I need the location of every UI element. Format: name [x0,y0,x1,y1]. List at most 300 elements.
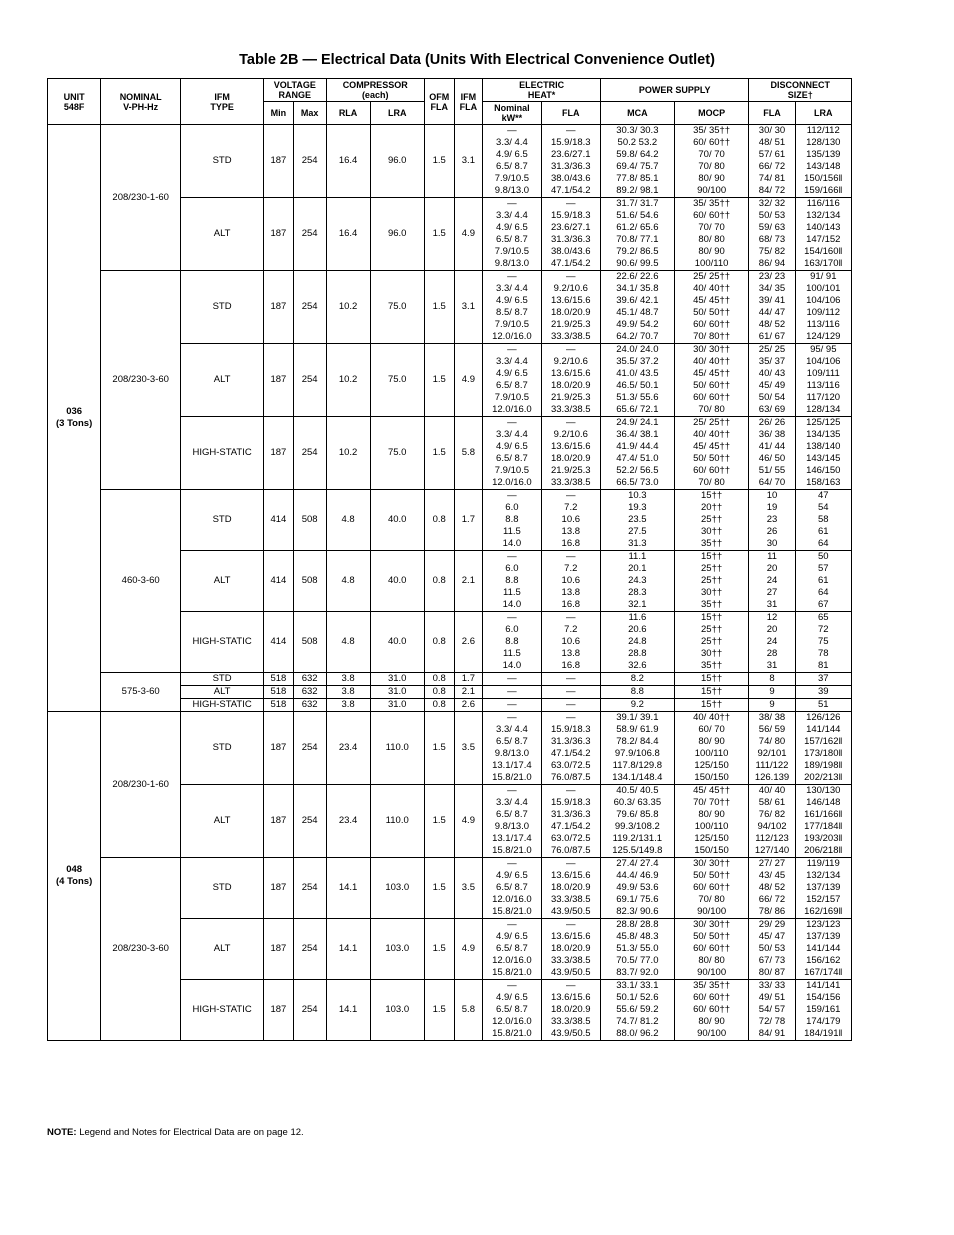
table-row [48,673,852,686]
header-power-supply: POWER SUPPLY [600,79,748,102]
nominal-voltage-cell: 208/230-3-60 [101,858,181,1041]
compressor-rla-cell: 23.4 [326,785,370,858]
voltage-max-cell: 508 [293,551,326,612]
unit-cell [48,712,101,1041]
heat-fla-cell: 33.3/38.5 [541,955,600,967]
voltage-max-cell: 254 [293,417,326,490]
heat-fla-cell: 33.3/38.5 [541,404,600,417]
disconnect-lra-cell: 138/140 [795,441,851,453]
nominal-voltage-cell: 208/230-1-60 [101,712,181,858]
disconnect-lra-cell: 147/152 [795,234,851,246]
disconnect-fla-cell: 24 [749,575,795,587]
mocp-cell: 80/ 90 [674,736,749,748]
disconnect-fla-cell: 26/ 26 [749,417,795,430]
disconnect-lra-cell: 177/184ǁ [795,821,851,833]
disconnect-fla-cell: 84/ 91 [749,1028,795,1041]
heat-kw-cell: 4.9/ 6.5 [483,368,541,380]
mocp-cell: 80/ 90 [674,1016,749,1028]
mocp-cell: 90/100 [674,906,749,919]
disconnect-lra-cell: 95/ 95 [795,344,851,357]
mca-cell: 125.5/149.8 [600,845,674,858]
disconnect-fla-cell: 54/ 57 [749,1004,795,1016]
voltage-max-cell: 254 [293,271,326,344]
heat-kw-cell: 11.5 [483,648,541,660]
compressor-lra-cell: 75.0 [370,417,424,490]
ifm-type-cell: HIGH-STATIC [181,980,264,1041]
mocp-cell: 60/ 60†† [674,943,749,955]
mca-cell: 49.9/ 53.6 [600,882,674,894]
heat-fla-cell: 13.8 [541,648,600,660]
heat-kw-cell: 7.9/10.5 [483,173,541,185]
table-title: Table 2B — Electrical Data (Units With Electrical Convenience Outlet) [239,52,715,68]
header-rla: RLA [326,102,370,125]
mca-cell: 82.3/ 90.6 [600,906,674,919]
disconnect-lra-cell: 91/ 91 [795,271,851,284]
heat-kw-cell: — [483,551,541,564]
disconnect-lra-cell: 64 [795,538,851,551]
compressor-rla-cell: 4.8 [326,612,370,673]
mca-cell: 11.1 [600,551,674,564]
heat-kw-cell: 6.5/ 8.7 [483,736,541,748]
ofm-fla-cell: 1.5 [424,198,454,271]
disconnect-lra-cell: 109/112 [795,307,851,319]
mca-cell: 20.6 [600,624,674,636]
mca-cell: 46.5/ 50.1 [600,380,674,392]
heat-fla-cell: 18.0/20.9 [541,380,600,392]
heat-fla-cell: 7.2 [541,624,600,636]
compressor-lra-cell: 110.0 [370,712,424,785]
ofm-fla-cell: 1.5 [424,919,454,980]
unit-tons: (4 Tons) [56,876,93,887]
disconnect-lra-cell: 158/163 [795,477,851,490]
disconnect-lra-cell: 124/129 [795,331,851,344]
mocp-cell: 25†† [674,636,749,648]
voltage-min-cell: 187 [264,271,294,344]
heat-fla-cell: — [541,785,600,798]
ofm-fla-cell: 1.5 [424,785,454,858]
header-disconnect-lra: LRA [795,102,851,125]
mca-cell: 64.2/ 70.7 [600,331,674,344]
heat-kw-cell: 8.5/ 8.7 [483,307,541,319]
disconnect-fla-cell: 27/ 27 [749,858,795,871]
disconnect-lra-cell: 134/135 [795,429,851,441]
voltage-max-cell: 254 [293,712,326,785]
mca-cell: 51.3/ 55.0 [600,943,674,955]
heat-kw-cell: 6.5/ 8.7 [483,234,541,246]
disconnect-lra-cell: 137/139 [795,882,851,894]
heat-kw-cell: 12.0/16.0 [483,1016,541,1028]
ifm-fla-cell: 3.1 [454,271,483,344]
heat-fla-cell: 18.0/20.9 [541,453,600,465]
mocp-cell: 25†† [674,514,749,526]
compressor-lra-cell: 40.0 [370,551,424,612]
disconnect-lra-cell: 104/106 [795,356,851,368]
disconnect-fla-cell: 20 [749,563,795,575]
disconnect-fla-cell: 30 [749,538,795,551]
heat-fla-cell: 15.9/18.3 [541,797,600,809]
heat-fla-cell: 31.3/36.3 [541,161,600,173]
heat-kw-cell: 4.9/ 6.5 [483,295,541,307]
mca-cell: 8.8 [600,686,674,699]
disconnect-fla-cell: 76/ 82 [749,809,795,821]
heat-fla-cell: 76.0/87.5 [541,845,600,858]
compressor-lra-cell: 40.0 [370,490,424,551]
mca-cell: 44.4/ 46.9 [600,870,674,882]
ifm-fla-cell: 2.6 [454,699,483,712]
voltage-min-cell: 187 [264,344,294,417]
mca-cell: 32.6 [600,660,674,673]
heat-fla-cell: — [541,919,600,932]
ifm-fla-cell: 3.1 [454,125,483,198]
disconnect-fla-cell: 64/ 70 [749,477,795,490]
mocp-cell: 70/ 80 [674,894,749,906]
heat-kw-cell: 7.9/10.5 [483,392,541,404]
voltage-min-cell: 518 [264,686,294,699]
heat-fla-cell: 7.2 [541,502,600,514]
disconnect-fla-cell: 50/ 54 [749,392,795,404]
disconnect-lra-cell: 51 [795,699,851,712]
heat-fla-cell: — [541,980,600,993]
mca-cell: 30.3/ 30.3 [600,125,674,138]
disconnect-fla-cell: 50/ 53 [749,943,795,955]
mca-cell: 55.6/ 59.2 [600,1004,674,1016]
heat-kw-cell: — [483,686,541,699]
disconnect-fla-cell: 50/ 53 [749,210,795,222]
voltage-min-cell: 187 [264,125,294,198]
ifm-fla-cell: 1.7 [454,673,483,686]
mocp-cell: 30†† [674,648,749,660]
compressor-rla-cell: 14.1 [326,919,370,980]
disconnect-fla-cell: 78/ 86 [749,906,795,919]
heat-kw-cell: 6.5/ 8.7 [483,1004,541,1016]
disconnect-lra-cell: 116/116 [795,198,851,211]
disconnect-lra-cell: 58 [795,514,851,526]
mca-cell: 47.4/ 51.0 [600,453,674,465]
ofm-fla-cell: 1.5 [424,417,454,490]
voltage-max-cell: 508 [293,612,326,673]
ofm-fla-cell: 1.5 [424,271,454,344]
mocp-cell: 40/ 40†† [674,429,749,441]
disconnect-fla-cell: 45/ 47 [749,931,795,943]
heat-fla-cell: — [541,858,600,871]
ofm-fla-cell: 1.5 [424,344,454,417]
heat-kw-cell: 3.3/ 4.4 [483,210,541,222]
heat-kw-cell: 6.5/ 8.7 [483,809,541,821]
mca-cell: 23.5 [600,514,674,526]
compressor-lra-cell: 75.0 [370,271,424,344]
compressor-rla-cell: 10.2 [326,271,370,344]
heat-kw-cell: 3.3/ 4.4 [483,137,541,149]
ofm-fla-cell: 0.8 [424,699,454,712]
mocp-cell: 60/ 70 [674,724,749,736]
heat-fla-cell: 21.9/25.3 [541,465,600,477]
voltage-min-cell: 187 [264,858,294,919]
heat-fla-cell: — [541,417,600,430]
disconnect-lra-cell: 152/157 [795,894,851,906]
heat-kw-cell: 8.8 [483,514,541,526]
mocp-cell: 70/ 80 [674,161,749,173]
ifm-type-cell: ALT [181,551,264,612]
voltage-min-cell: 187 [264,712,294,785]
header-unit: UNIT 548F [48,79,101,125]
disconnect-fla-cell: 29/ 29 [749,919,795,932]
heat-kw-cell: — [483,344,541,357]
disconnect-fla-cell: 51/ 55 [749,465,795,477]
nominal-voltage-cell: 208/230-1-60 [101,125,181,271]
heat-kw-cell: 3.3/ 4.4 [483,283,541,295]
heat-fla-cell: 9.2/10.6 [541,356,600,368]
mca-cell: 41.0/ 43.5 [600,368,674,380]
disconnect-lra-cell: 143/145 [795,453,851,465]
disconnect-fla-cell: 75/ 82 [749,246,795,258]
mca-cell: 27.4/ 27.4 [600,858,674,871]
mca-cell: 51.6/ 54.6 [600,210,674,222]
disconnect-fla-cell: 48/ 52 [749,319,795,331]
mocp-cell: 35/ 35†† [674,125,749,138]
disconnect-lra-cell: 193/203ǁ [795,833,851,845]
heat-fla-cell: 31.3/36.3 [541,234,600,246]
heat-kw-cell: 7.9/10.5 [483,465,541,477]
heat-kw-cell: 14.0 [483,660,541,673]
compressor-rla-cell: 14.1 [326,858,370,919]
disconnect-fla-cell: 19 [749,502,795,514]
heat-fla-cell: 13.6/15.6 [541,368,600,380]
disconnect-fla-cell: 86/ 94 [749,258,795,271]
mocp-cell: 60/ 60†† [674,392,749,404]
heat-kw-cell: 4.9/ 6.5 [483,441,541,453]
heat-kw-cell: 8.8 [483,636,541,648]
disconnect-fla-cell: 11 [749,551,795,564]
disconnect-fla-cell: 66/ 72 [749,161,795,173]
disconnect-lra-cell: 119/119 [795,858,851,871]
mca-cell: 35.5/ 37.2 [600,356,674,368]
disconnect-lra-cell: 189/198ǁ [795,760,851,772]
disconnect-fla-cell: 41/ 44 [749,441,795,453]
disconnect-lra-cell: 141/144 [795,724,851,736]
mca-cell: 45.8/ 48.3 [600,931,674,943]
mocp-cell: 35/ 35†† [674,198,749,211]
mocp-cell: 50/ 60†† [674,380,749,392]
disconnect-lra-cell: 184/191ǁ [795,1028,851,1041]
disconnect-fla-cell: 127/140 [749,845,795,858]
mocp-cell: 45/ 45†† [674,441,749,453]
mca-cell: 97.9/106.8 [600,748,674,760]
mca-cell: 70.8/ 77.1 [600,234,674,246]
unit-model: 036 [66,406,83,417]
heat-kw-cell: — [483,271,541,284]
disconnect-lra-cell: 140/143 [795,222,851,234]
heat-kw-cell: 15.8/21.0 [483,967,541,980]
voltage-min-cell: 187 [264,919,294,980]
heat-kw-cell: — [483,417,541,430]
heat-kw-cell: — [483,712,541,725]
heat-fla-cell: — [541,673,600,686]
heat-fla-cell: — [541,686,600,699]
heat-fla-cell: 33.3/38.5 [541,477,600,490]
mocp-cell: 35†† [674,538,749,551]
heat-fla-cell: — [541,271,600,284]
disconnect-lra-cell: 125/125 [795,417,851,430]
mca-cell: 58.9/ 61.9 [600,724,674,736]
mocp-cell: 90/100 [674,967,749,980]
mca-cell: 134.1/148.4 [600,772,674,785]
disconnect-fla-cell: 43/ 45 [749,870,795,882]
heat-fla-cell: — [541,125,600,138]
mocp-cell: 70/ 80 [674,477,749,490]
disconnect-fla-cell: 56/ 59 [749,724,795,736]
heat-kw-cell: — [483,785,541,798]
voltage-min-cell: 187 [264,785,294,858]
header-disconnect-fla: FLA [749,102,795,125]
heat-kw-cell: — [483,858,541,871]
disconnect-lra-cell: 159/161 [795,1004,851,1016]
disconnect-fla-cell: 9 [749,686,795,699]
mocp-cell: 50/ 50†† [674,307,749,319]
disconnect-lra-cell: 167/174ǁ [795,967,851,980]
heat-kw-cell: — [483,125,541,138]
ofm-fla-cell: 0.8 [424,612,454,673]
mca-cell: 79.2/ 86.5 [600,246,674,258]
voltage-max-cell: 254 [293,344,326,417]
mocp-cell: 80/ 80 [674,234,749,246]
disconnect-fla-cell: 23/ 23 [749,271,795,284]
disconnect-lra-cell: 128/134 [795,404,851,417]
heat-kw-cell: — [483,919,541,932]
mocp-cell: 30/ 30†† [674,858,749,871]
heat-fla-cell: 13.6/15.6 [541,295,600,307]
mca-cell: 28.8 [600,648,674,660]
heat-fla-cell: 43.9/50.5 [541,967,600,980]
heat-fla-cell: 47.1/54.2 [541,748,600,760]
heat-fla-cell: 16.8 [541,538,600,551]
disconnect-lra-cell: 174/179 [795,1016,851,1028]
disconnect-fla-cell: 30/ 30 [749,125,795,138]
disconnect-fla-cell: 84/ 72 [749,185,795,198]
mca-cell: 74.7/ 81.2 [600,1016,674,1028]
ifm-type-cell: HIGH-STATIC [181,417,264,490]
disconnect-lra-cell: 65 [795,612,851,625]
table-row [48,271,852,284]
mocp-cell: 50/ 50†† [674,453,749,465]
header-nominal-kw: Nominal kW** [483,102,541,125]
ifm-type-cell: STD [181,125,264,198]
disconnect-lra-cell: 202/213ǁ [795,772,851,785]
ifm-type-cell: HIGH-STATIC [181,612,264,673]
heat-fla-cell: 13.6/15.6 [541,870,600,882]
heat-kw-cell: 7.9/10.5 [483,246,541,258]
heat-kw-cell: — [483,490,541,503]
heat-kw-cell: 12.0/16.0 [483,955,541,967]
mocp-cell: 70/ 70 [674,222,749,234]
voltage-min-cell: 187 [264,417,294,490]
disconnect-lra-cell: 117/120 [795,392,851,404]
heat-kw-cell: 9.8/13.0 [483,821,541,833]
disconnect-fla-cell: 38/ 38 [749,712,795,725]
mca-cell: 36.4/ 38.1 [600,429,674,441]
disconnect-fla-cell: 20 [749,624,795,636]
heat-fla-cell: — [541,712,600,725]
mocp-cell: 30/ 30†† [674,344,749,357]
disconnect-lra-cell: 141/144 [795,943,851,955]
heat-fla-cell: 13.8 [541,587,600,599]
heat-kw-cell: 6.5/ 8.7 [483,882,541,894]
mocp-cell: 25/ 25†† [674,271,749,284]
compressor-rla-cell: 16.4 [326,125,370,198]
heat-fla-cell: 33.3/38.5 [541,331,600,344]
compressor-lra-cell: 103.0 [370,980,424,1041]
ofm-fla-cell: 0.8 [424,686,454,699]
disconnect-fla-cell: 80/ 87 [749,967,795,980]
disconnect-lra-cell: 157/162ǁ [795,736,851,748]
mca-cell: 69.4/ 75.7 [600,161,674,173]
compressor-rla-cell: 4.8 [326,490,370,551]
table-note: NOTE: Legend and Notes for Electrical Data are on page 12. [47,1127,304,1138]
mocp-cell: 70/ 70†† [674,797,749,809]
disconnect-lra-cell: 57 [795,563,851,575]
disconnect-fla-cell: 40/ 43 [749,368,795,380]
ofm-fla-cell: 1.5 [424,125,454,198]
mca-cell: 9.2 [600,699,674,712]
heat-fla-cell: — [541,344,600,357]
mocp-cell: 15†† [674,490,749,503]
mca-cell: 70.5/ 77.0 [600,955,674,967]
mocp-cell: 70/ 80 [674,404,749,417]
disconnect-fla-cell: 24 [749,636,795,648]
table-body [48,125,852,1041]
mocp-cell: 25†† [674,563,749,575]
voltage-min-cell: 414 [264,490,294,551]
mca-cell: 24.9/ 24.1 [600,417,674,430]
unit-cell [48,125,101,712]
disconnect-lra-cell: 78 [795,648,851,660]
mca-cell: 33.1/ 33.1 [600,980,674,993]
disconnect-lra-cell: 113/116 [795,380,851,392]
compressor-rla-cell: 3.8 [326,699,370,712]
disconnect-fla-cell: 23 [749,514,795,526]
ofm-fla-cell: 1.5 [424,712,454,785]
table-row [48,125,852,138]
disconnect-lra-cell: 100/101 [795,283,851,295]
mca-cell: 50.1/ 52.6 [600,992,674,1004]
disconnect-fla-cell: 94/102 [749,821,795,833]
heat-fla-cell: 9.2/10.6 [541,283,600,295]
heat-kw-cell: 6.5/ 8.7 [483,380,541,392]
mocp-cell: 30†† [674,526,749,538]
ifm-type-cell: HIGH-STATIC [181,699,264,712]
voltage-max-cell: 254 [293,980,326,1041]
ifm-type-cell: ALT [181,344,264,417]
heat-fla-cell: 18.0/20.9 [541,943,600,955]
disconnect-fla-cell: 35/ 37 [749,356,795,368]
mocp-cell: 60/ 60†† [674,992,749,1004]
mca-cell: 77.8/ 85.1 [600,173,674,185]
header-ofm-fla: OFM FLA [424,79,454,125]
mocp-cell: 15†† [674,612,749,625]
ofm-fla-cell: 0.8 [424,673,454,686]
voltage-min-cell: 414 [264,612,294,673]
disconnect-lra-cell: 161/166ǁ [795,809,851,821]
ifm-fla-cell: 1.7 [454,490,483,551]
heat-fla-cell: 10.6 [541,575,600,587]
mocp-cell: 60/ 60†† [674,210,749,222]
mca-cell: 11.6 [600,612,674,625]
nominal-voltage-cell: 208/230-3-60 [101,271,181,490]
disconnect-lra-cell: 72 [795,624,851,636]
disconnect-fla-cell: 57/ 61 [749,149,795,161]
heat-kw-cell: 3.3/ 4.4 [483,356,541,368]
disconnect-fla-cell: 12 [749,612,795,625]
mca-cell: 52.2/ 56.5 [600,465,674,477]
